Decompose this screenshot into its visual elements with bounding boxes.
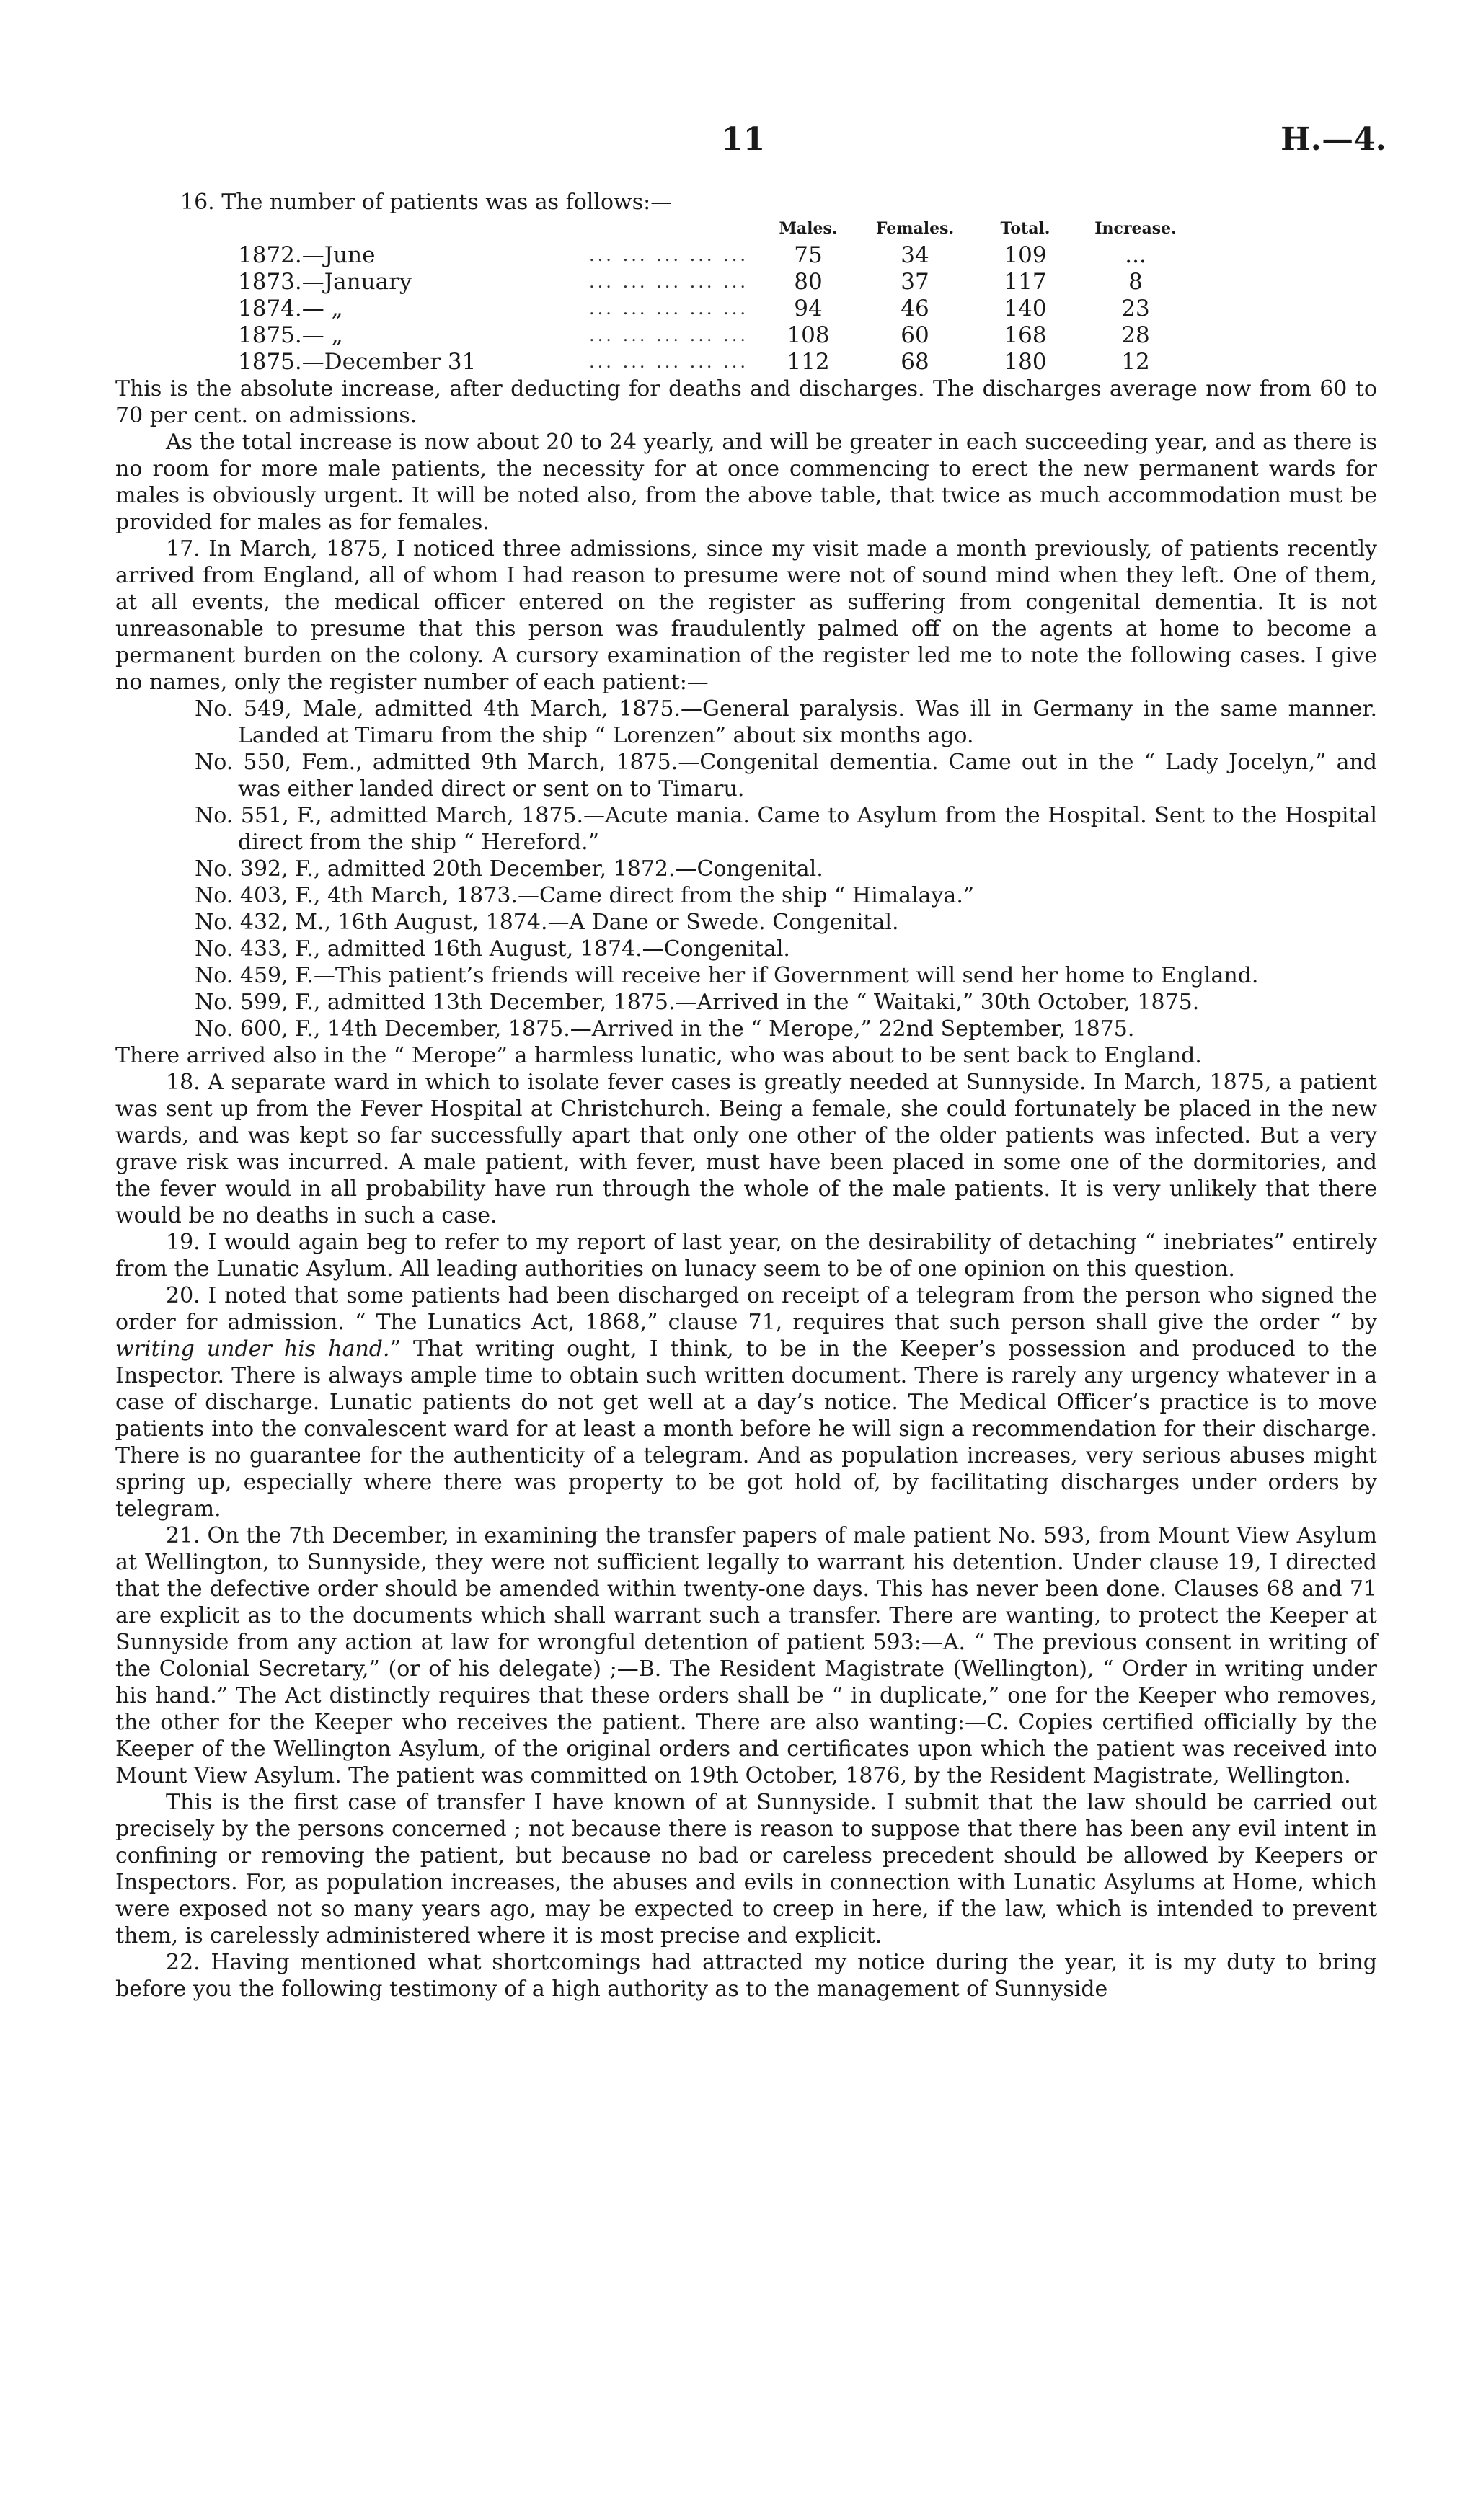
paragraph-accommodation: As the total increase is now about 20 to 24 yearly, and will be greater in each succeeding year, and as there is no room for more male patients, the necessity for at once commencing to erect the new permanent wards for males is obviously urgent. It will be noted also, from the above table, that twice as much accommodation must be provided for males as for females. <box>115 430 1377 535</box>
table-row <box>238 349 1193 376</box>
list-item: No. 550, Fem., admitted 9th March, 1875.—Congenital dementia. Came out in the “ Lady Jocelyn,” and was either landed direct or sent on to Timaru. <box>195 750 1377 802</box>
paragraph-20 <box>115 1282 1377 1522</box>
table-row <box>238 296 1193 322</box>
dot-leader: ... ... ... ... ... <box>589 272 748 292</box>
column-header-leader <box>493 216 758 242</box>
paragraph-absolute-increase: This is the absolute increase, after deducting for deaths and discharges. The discharges average now from 60 to 70 per cent. on admissions. <box>115 376 1377 428</box>
table-row <box>238 269 1193 296</box>
list-item: No. 432, M., 16th August, 1874.—A Dane or Swede. Congenital. <box>195 910 899 935</box>
paragraph-transfer: This is the first case of transfer I have known of at Sunnyside. I submit that the law should be carried out precisely by the persons concerned ; not because there is reason to suppose that there has been any evil intent in confining or removing the patient, but because no bad or careless precedent should be allowed by Keepers or Inspectors. For, as population increases, the abuses and evils in connection with Lunatic Asylums at Home, which were exposed not so many years ago, may be expected to creep in here, if the law, which is intended to prevent them, is carelessly administered where it is most precise and explicit. <box>115 1790 1377 1948</box>
case-list <box>195 696 1377 1042</box>
increase-cell: 8 <box>1128 269 1143 295</box>
list-item: No. 392, F., admitted 20th December, 1872.—Congenital. <box>195 856 823 882</box>
column-header-increase: Increase. <box>1094 219 1177 238</box>
paragraph-17: 17. In March, 1875, I noticed three admissions, since my visit made a month previously, of patients recently arrived from England, all of whom I had reason to presume were not of sound mind when they left. One of them, at all events, the medical officer entered on the register as suffering from congenital dementia. It is not unreasonable to presume that this person was fraudulently palmed off on the agents at home to become a permanent burden on the colony. A cursory examination of the register led me to note the following cases. I give no names, only the register number of each patient:— <box>115 536 1377 695</box>
paragraph-21: 21. On the 7th December, in examining the transfer papers of male patient No. 593, from Mount View Asylum at Wellington, to Sunnyside, they were not sufficient legally to warrant his detention. Under clause 19, I directed that the defective order should be amended within twenty-one days. This has never been done. Clauses 68 and 71 are explicit as to the documents which shall warrant such a transfer. There are wanting, to protect the Keeper at Sunnyside from any action at law for wrongful detention of patient 593:—A. “ The previous consent in writing of the Colonial Secretary,” (or of his delegate) ;—B. The Resident Magistrate (Wellington), “ Order in writing under his hand.” The Act distinctly requires that these orders shall be “ in duplicate,” one for the Keeper who removes, the other for the Keeper who receives the patient. There are also wanting:—C. Copies certified officially by the Keeper of the Wellington Asylum, of the original orders and certificates upon which the patient was received into Mount View Asylum. The patient was committed on 19th October, 1876, by the Resident Magistrate, Wellington. <box>115 1523 1377 1788</box>
paragraph-20-italic: writing under his hand. <box>115 1336 390 1362</box>
row-label: 1872.—June <box>238 242 376 268</box>
list-item: No. 403, F., 4th March, 1873.—Came direct from the ship “ Himalaya.” <box>195 883 975 908</box>
increase-cell: 23 <box>1121 296 1150 321</box>
list-item: No. 433, F., admitted 16th August, 1874.—Congenital. <box>195 936 790 962</box>
row-label: 1875.—December 31 <box>238 349 477 375</box>
males-cell: 108 <box>787 322 830 348</box>
males-cell: 75 <box>794 242 823 268</box>
patient-count-table <box>238 216 1193 376</box>
paragraph-18: 18. A separate ward in which to isolate fever cases is greatly needed at Sunnyside. In March, 1875, a patient was sent up from the Fever Hospital at Christchurch. Being a female, she could fortunately be placed in the new wards, and was kept so far successfully apart that only one other of the older patients was infected. But a very grave risk was incurred. A male patient, with fever, must have been placed in some one of the dormitories, and the fever would in all probability have run through the whole of the male patients. It is very unlikely that there would be no deaths in such a case. <box>115 1070 1377 1228</box>
page-body <box>115 189 1377 2002</box>
total-cell: 140 <box>1004 296 1047 321</box>
list-item: No. 600, F., 14th December, 1875.—Arrived in the “ Merope,” 22nd September, 1875. <box>195 1016 1135 1042</box>
males-cell: 112 <box>787 349 830 375</box>
dot-leader: ... ... ... ... ... <box>589 352 748 372</box>
list-item: No. 549, Male, admitted 4th March, 1875.—General paralysis. Was ill in Germany in the same manner. Landed at Timaru from the ship “ Lorenzen” about six months ago. <box>195 696 1377 748</box>
females-cell: 68 <box>901 349 929 375</box>
document-reference: H.—4. <box>1280 121 1386 158</box>
males-cell: 80 <box>794 269 823 295</box>
paragraph-20-end: ” That writing ought, I think, to be in the Keeper’s possession and produced to the Inspector. There is always ample time to obtain such written document. There is rarely any urgency whatever in a case of discharge. Lunatic patients do not get well at a day’s notice. The Medical Officer’s practice is to move patients into the convalescent ward for at least a month before he will sign a recommendation for their discharge. There is no guarantee for the authenticity of a telegram. And as population increases, very serious abuses might spring up, especially where there was property to be got hold of, by facilitating discharges under orders by telegram. <box>115 1336 1378 1522</box>
table-header-row <box>238 216 1193 242</box>
page-number: 11 <box>721 121 766 158</box>
list-item: No. 459, F.—This patient’s friends will receive her if Government will send her home to England. <box>195 963 1259 988</box>
females-cell: 46 <box>901 296 929 321</box>
dot-leader: ... ... ... ... ... <box>589 298 748 319</box>
dot-leader: ... ... ... ... ... <box>589 325 748 345</box>
row-label: 1873.—January <box>238 269 412 295</box>
column-header-males: Males. <box>779 219 838 238</box>
paragraph-20-start: 20. I noted that some patients had been discharged on receipt of a telegram from the person who signed the order for admission. “ The Lunatics Act, 1868,” clause 71, requires that such person shall give the order “ by <box>115 1283 1377 1335</box>
list-item: No. 599, F., admitted 13th December, 1875.—Arrived in the “ Waitaki,” 30th October, 1875. <box>195 990 1200 1015</box>
list-item: No. 551, F., admitted March, 1875.—Acute mania. Came to Asylum from the Hospital. Sent to the Hospital direct from the ship “ Hereford.” <box>195 803 1377 855</box>
column-header-females: Females. <box>875 219 955 238</box>
males-cell: 94 <box>794 296 823 321</box>
paragraph-19: 19. I would again beg to refer to my report of last year, on the desirability of detaching “ inebriates” entirely from the Lunatic Asylum. All leading authorities on lunacy seem to be of one opinion on this question. <box>115 1230 1377 1282</box>
total-cell: 117 <box>1004 269 1047 295</box>
table-row <box>238 242 1193 269</box>
row-label: 1874.— „ <box>238 296 343 321</box>
increase-cell: 12 <box>1121 349 1150 375</box>
dot-leader: ... ... ... ... ... <box>589 245 748 265</box>
females-cell: 34 <box>901 242 929 268</box>
row-label: 1875.— „ <box>238 322 343 348</box>
paragraph-22: 22. Having mentioned what shortcomings had attracted my notice during the year, it is my duty to bring before you the following testimony of a high authority as to the management of Sunnyside <box>115 1950 1377 2002</box>
total-cell: 180 <box>1004 349 1047 375</box>
increase-cell: 28 <box>1121 322 1150 348</box>
females-cell: 60 <box>901 322 929 348</box>
paragraph-merope: There arrived also in the “ Merope” a harmless lunatic, who was about to be sent back to England. <box>115 1043 1202 1068</box>
column-header-year <box>238 216 493 242</box>
females-cell: 37 <box>901 269 929 295</box>
column-header-total: Total. <box>1000 219 1050 238</box>
table-intro: 16. The number of patients was as follows:— <box>180 190 673 215</box>
total-cell: 168 <box>1004 322 1047 348</box>
page-header <box>0 121 1473 164</box>
total-cell: 109 <box>1004 242 1047 268</box>
increase-cell: ... <box>1125 242 1146 268</box>
table-row <box>238 322 1193 349</box>
